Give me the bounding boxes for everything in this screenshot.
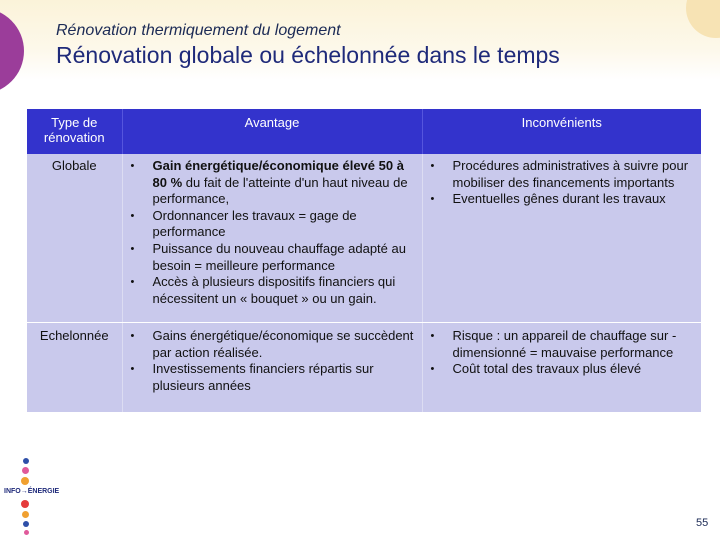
advantages-cell bbox=[122, 323, 422, 413]
bullet-icon: • bbox=[430, 160, 435, 172]
advantage-text: Investissements financiers répartis sur plusieurs années bbox=[152, 361, 374, 393]
list-item bbox=[429, 191, 696, 208]
table-row-echelonnee bbox=[27, 323, 701, 413]
slide-subtitle: Rénovation thermiquement du logement bbox=[56, 22, 341, 39]
bullet-icon: • bbox=[430, 363, 435, 376]
drawbacks-cell bbox=[422, 154, 701, 323]
list-item bbox=[129, 328, 416, 361]
advantage-bold: Gain énergétique/économique élevé 50 à 80 % bbox=[152, 158, 404, 190]
logo-dot bbox=[21, 500, 29, 508]
drawback-text: Procédures administratives à suivre pour mobiliser des financements importants bbox=[452, 158, 689, 190]
column-header-advantage: Avantage bbox=[122, 109, 422, 154]
advantage-text: Accès à plusieurs dispositifs financiers qui nécessitent un « bouquet » ou un gain. bbox=[152, 274, 396, 306]
logo-dot bbox=[22, 511, 29, 518]
bullet-icon: • bbox=[430, 193, 435, 206]
drawbacks-cell bbox=[422, 323, 701, 413]
bullet-icon: • bbox=[130, 363, 135, 376]
logo-dot bbox=[23, 458, 29, 464]
column-header-drawbacks: Inconvénients bbox=[422, 109, 701, 154]
type-cell: Globale bbox=[27, 154, 122, 323]
list-item bbox=[129, 361, 416, 394]
logo-dot bbox=[22, 467, 29, 474]
list-item bbox=[429, 328, 696, 361]
bullet-icon: • bbox=[130, 276, 135, 289]
slide-title: Rénovation globale ou échelonnée dans le temps bbox=[56, 42, 560, 68]
drawback-text: Coût total des travaux plus élevé bbox=[452, 361, 642, 377]
info-energie-logo bbox=[4, 458, 76, 538]
list-item bbox=[129, 208, 416, 241]
table-header-row bbox=[27, 109, 701, 154]
bullet-icon: • bbox=[130, 160, 135, 172]
advantage-text: Ordonnancer les travaux = gage de performance bbox=[152, 207, 357, 240]
logo-text: INFO→ÉNERGIE bbox=[4, 488, 60, 495]
bullet-icon: • bbox=[130, 330, 135, 342]
advantage-text: Puissance du nouveau chauffage adapté au besoin = meilleure performance bbox=[152, 240, 406, 273]
advantage-text: du fait de l'atteinte d'un haut niveau de performance, bbox=[152, 174, 408, 207]
list-item bbox=[129, 241, 416, 274]
list-item bbox=[129, 158, 416, 208]
logo-dot bbox=[21, 477, 29, 485]
bullet-icon: • bbox=[430, 330, 435, 342]
type-cell: Echelonnée bbox=[27, 323, 122, 413]
table-row-globale bbox=[27, 154, 701, 323]
drawback-text: Eventuelles gênes durant les travaux bbox=[452, 191, 666, 207]
column-header-type: Type de rénovation bbox=[27, 109, 122, 154]
advantage-text: Gains énergétique/économique se succèdent par action réalisée. bbox=[152, 328, 414, 360]
comparison-table bbox=[27, 109, 701, 413]
bullet-icon: • bbox=[130, 209, 135, 222]
list-item bbox=[429, 361, 696, 378]
advantages-cell bbox=[122, 154, 422, 323]
bullet-icon: • bbox=[130, 242, 135, 255]
list-item bbox=[429, 158, 696, 191]
drawback-text: Risque : un appareil de chauffage sur -dimensionné = mauvaise performance bbox=[452, 328, 677, 360]
logo-dot bbox=[24, 530, 29, 535]
page-number: 55 bbox=[696, 517, 709, 529]
list-item bbox=[129, 274, 416, 307]
logo-dot bbox=[23, 521, 29, 527]
